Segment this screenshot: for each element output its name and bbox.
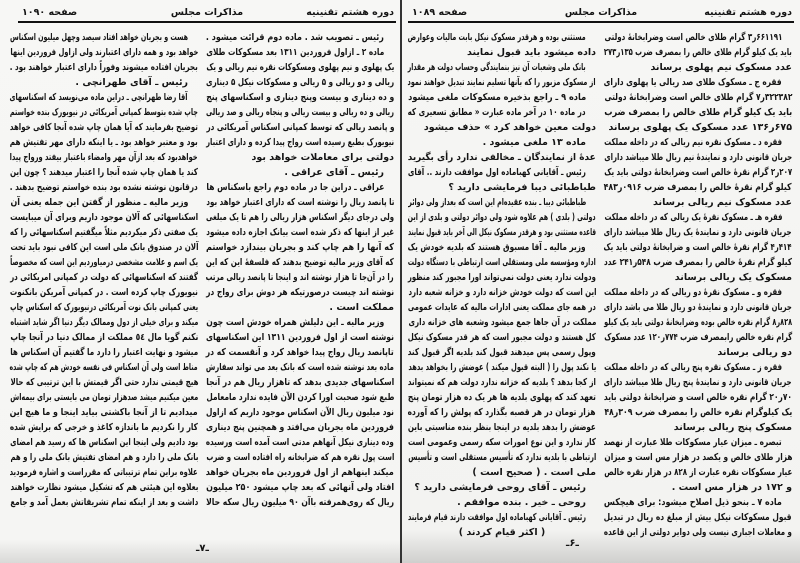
text-line xyxy=(10,210,198,225)
line-text: یا نکند پول را ( البته قبول میکند ) عوضش را بخواهد بدهد xyxy=(408,362,596,373)
line-text: عدهٔ از نمایندگان ـ مخالفی ندارد رأی بگیرید xyxy=(408,152,596,163)
text-line xyxy=(408,90,596,105)
line-text: ماده ۲ ـ ازاول فروردین ۱۳۱۱ بعد مسکوکات طلای xyxy=(206,47,384,58)
line-text: رئیس ـ آقای طهرانچی . xyxy=(75,77,188,88)
line-text: کیلو گرام نقرهٔ خالص را بمصرف ضرب ۰۹۱۶ر۴۸۳ xyxy=(604,182,792,193)
text-line xyxy=(408,450,596,465)
line-text: ماده ۷ ـ بنحو ذیل اصلاح میشود: برای هیچکس xyxy=(604,497,782,508)
line-text: ریالی و دو ریالی و ۵ ریالی و مسکوکات نیکل ۵ دیناری xyxy=(206,77,394,88)
text-line xyxy=(206,240,394,255)
text-column xyxy=(10,30,198,510)
text-line xyxy=(206,315,394,330)
line-text: رئیس ـ تصویب شد . ماده دوم قرائت میشود . xyxy=(206,32,384,43)
line-text: کیلو گرام نقرهٔ خالص را بمصرف ضرب ۵۴۸ر۲۴۱ عدد xyxy=(604,257,792,268)
line-text: اسکناسهائی که آلان موجود داریم وبرای آن میبایست xyxy=(10,212,198,223)
line-text: هست و بجریان خواهد افتاد سیصد وچهل میلیون اسکناس xyxy=(10,32,188,43)
session-label: دوره هشتم تقنینیه xyxy=(306,7,394,18)
line-text: میشود و نهایت اعتبار را دارد ما گفتیم آن اسکناس ها xyxy=(10,347,198,358)
line-text: بجریان افتاده میشوند وفوراً دارای اعتبار خواهند بود . xyxy=(10,62,198,73)
text-line xyxy=(408,390,596,405)
line-text: درقانون نوشته نشده بود بنده خواستم توضیح بدهند . xyxy=(10,182,198,193)
text-line xyxy=(206,285,394,300)
line-text: ودولت ندارد یعنی دولت نمی‌تواند اورا مجبور کند منظور xyxy=(408,272,596,283)
text-line xyxy=(10,75,198,90)
text-line xyxy=(10,360,198,375)
text-column xyxy=(408,30,596,540)
text-line xyxy=(206,210,394,225)
text-line xyxy=(408,405,596,420)
line-text: ماده بعد نوشته شده است که بانک بعد می تواند سفارش xyxy=(206,362,394,373)
text-column xyxy=(604,30,792,540)
line-text: کار را نکردیم ما باندازه کاغذ و خرجی که برایش شده xyxy=(10,422,198,433)
line-text: جریان قانونی دارد و نمایندهٔ دو ریال طلا می باشد دارای xyxy=(604,302,792,313)
text-line xyxy=(10,480,198,495)
text-line xyxy=(10,465,198,480)
text-line xyxy=(408,480,596,495)
text-line xyxy=(10,345,198,360)
text-line xyxy=(206,120,394,135)
text-line xyxy=(604,360,792,375)
text-line xyxy=(408,270,596,285)
text-line xyxy=(408,225,596,240)
text-line xyxy=(604,195,792,210)
line-text: ۴۱۴ر۴ گرام نقرهٔ خالص است و ضرابخانهٔ دولتی باید یک xyxy=(604,242,792,253)
text-line xyxy=(604,420,792,435)
text-line xyxy=(604,390,792,405)
line-text: ۶۶۱۱۹۱ر۳ گرام طلای خالص است وضرابخانهٔ دولتی xyxy=(604,32,782,43)
line-text: ۲۰۷ر۲ گرام نقرهٔ خالص است وضرابخانهٔ دولتی باید یک xyxy=(604,167,792,178)
text-line xyxy=(604,300,792,315)
line-text: گفتند که اسکناسهائی که دولت در کمپانی امریکائی در xyxy=(10,272,198,283)
text-line xyxy=(604,60,792,75)
text-line xyxy=(408,510,596,525)
text-line xyxy=(10,435,198,450)
line-text: میکند اینهاهم از اول فروردین ماه بجریان خواهد xyxy=(206,467,394,478)
text-line xyxy=(206,30,394,45)
line-text: جریان قانونی دارد و نمایندهٔ یک ریال طلا میباشد دارای xyxy=(604,227,792,238)
text-line xyxy=(10,195,198,210)
text-line xyxy=(408,345,596,360)
text-line xyxy=(408,195,596,210)
text-line xyxy=(10,60,198,75)
text-line xyxy=(408,60,596,75)
text-line xyxy=(604,75,792,90)
line-text: ۸۲۸ر۸ گرام نقره خالص بوده وضرابخانهٔ دولتی باید یک کیلو xyxy=(604,317,792,328)
page-header xyxy=(408,5,794,23)
line-text: فقره هـ ـ مسکوک نقرهٔ یک ریالی که در داخله مملکت xyxy=(604,212,782,223)
text-line xyxy=(408,75,596,90)
line-text: خواهدبود که بعد ازآن مهر وامضاء باعتبار بیفتد ورواج پیدا xyxy=(10,152,198,163)
text-line xyxy=(10,300,198,315)
text-line xyxy=(604,210,792,225)
line-text: تعهد کند که پهلوی بلدیه ها هر یک ده هزار تومان پنج xyxy=(408,392,596,403)
text-line xyxy=(408,285,596,300)
line-text: نیویورک چاپ کرده است . در کمپانی آمریکن بانکنوت xyxy=(10,287,198,298)
text-line xyxy=(206,105,394,120)
line-text: یعنی کمپانی بانک نوت آمریکائی درنیویورک که اسکناس چاپ xyxy=(10,302,198,313)
line-text: گرام نقره خالص رابمصرف ضرب ۷۷۴ر۱۲۰ عدد مسکوک xyxy=(604,332,792,343)
text-line xyxy=(10,330,198,345)
page-header xyxy=(18,5,396,23)
line-text: یک اسم و علامت مشخصی درمیاوردیم این است که مخصوصاً xyxy=(10,257,198,268)
text-line xyxy=(408,180,596,195)
text-line xyxy=(604,495,792,510)
line-text: فقره ج ـ مسکوک طلای صد ریالی یا پهلوی دارای xyxy=(604,77,782,88)
text-line xyxy=(408,420,596,435)
line-text: بانک ملی وشعبات آن نیز بنمایندگی وحساب دولت هر مقدار xyxy=(408,62,586,73)
text-line xyxy=(10,255,198,270)
text-line xyxy=(604,450,792,465)
text-column xyxy=(206,30,394,510)
text-line xyxy=(206,300,394,315)
line-text: مسکوک یک ریالی برساند xyxy=(674,272,792,283)
text-line xyxy=(408,255,596,270)
line-text: ارتباطی با بلدیه ندارد که تأسیس مستقلی است و تأسیس xyxy=(408,452,596,463)
line-text: ۳۲۲۳۸۲ر۷ گرام طلای خالص است وضرابخانهٔ دولتی xyxy=(604,92,792,103)
line-text: وپول رسمی پس میدهند قبول کند بلدیه اگر قبول کند xyxy=(408,347,596,358)
line-text: این است که دولت خودش خزانه دارد و خزانه شعبه دارد xyxy=(408,287,596,298)
line-text: آقا رضا طهرانچی ـ دراین ماده می‌نویسد که اسکناسهای xyxy=(10,92,188,103)
text-line xyxy=(206,480,394,495)
text-line xyxy=(604,480,792,495)
line-text: وزیر مالیه ـ منظور از گفتن این جمله یعنی آن xyxy=(10,197,188,208)
line-text: مناط است ولی آن اسکناس فی نفسه خودش هم که چاپ شده xyxy=(10,362,198,373)
text-line xyxy=(10,450,198,465)
text-line xyxy=(206,345,394,360)
text-line xyxy=(604,330,792,345)
text-line xyxy=(604,165,792,180)
line-text: مستثنی بوده و هرقدر مسکوک نیکل بابت مالیات وعوارض xyxy=(408,32,586,43)
line-text: یک صفتی ذکر میکردیم مثلاً میگفتیم اسکناسهائی را که xyxy=(10,227,198,238)
text-line xyxy=(206,495,394,510)
publication-title: مذاکرات مجلس xyxy=(170,7,244,18)
line-text: فروردین ماه بجریان می‌افتد و همچنین پنج دیناری xyxy=(206,422,394,433)
line-text: مسکوک پنج ریالی برساند xyxy=(673,422,792,433)
line-text: وزیر مالیه ـ آقا مسبوق هستند که بلدیه خودش یک xyxy=(408,242,586,253)
line-text: بود دادیم ولی اینجا این اسکناس ها که رسید هم امضای xyxy=(10,437,198,448)
line-text: دولتی برای معاملات خواهد بود xyxy=(251,152,394,163)
text-line xyxy=(604,255,792,270)
line-text: عوضش را بدهد بلدیه در اینجا بنظر بنده مناسبتی باین xyxy=(408,422,596,433)
line-text: رئیس ـ آقایانی کهباماده اول موافقت دارند .. آقای xyxy=(408,167,586,178)
text-line xyxy=(408,30,596,45)
line-text: هیچ قیمتی ندارد حتی اگر قیمتش با این ترتیبی که حالا xyxy=(10,377,198,388)
line-text: خواهد بود و همه دارای اعتبارند ولی ازاول فروردین اینها xyxy=(10,47,198,58)
text-line xyxy=(408,435,596,450)
line-text: نود میلیون ریال الآن اسکناس موجود داریم که ازاول xyxy=(206,407,394,418)
text-line xyxy=(10,45,198,60)
page-footer-number: ـ۶ـ xyxy=(566,538,579,549)
line-text: طباطبائی دیبا ـ بنده عقیده‌ام این است که بعداز ولی دوائر xyxy=(408,197,586,208)
line-text: از کجا بدهد ؟ بلدیه که خزانه ندارد دولت هم که نمیتواند xyxy=(408,377,596,388)
text-line xyxy=(604,135,792,150)
text-line xyxy=(604,150,792,165)
text-line xyxy=(206,375,394,390)
line-text: وده دیناری نیکل آنهاهم مدتی است آمده است ورسیده xyxy=(206,437,394,448)
line-text: باید یک کیلو گرام طلای خالص را بمصرف ضرب xyxy=(604,107,792,118)
text-line xyxy=(408,105,596,120)
line-text: تبصره ـ میزان عیار مسکوکات طلا عبارت از نهصد xyxy=(604,437,782,448)
line-text: فقره د ـ مسکوک نقره نیم ریالی که در داخله مملکت xyxy=(604,137,782,148)
line-text: از مسکوک مزبور را که بآنها تسلیم نمایند تبدیل خواهند نمود xyxy=(408,77,596,88)
text-line xyxy=(604,285,792,300)
line-text: رئیس ـ آقای روحی فرمایشی دارید ؟ xyxy=(414,482,586,493)
line-text: که آقای وزیر مالیه توضیح بدهند که فلسفهٔ این که این xyxy=(206,257,394,268)
line-text: داده میشود باید قبول نمایند xyxy=(466,47,596,58)
text-line xyxy=(10,120,198,135)
line-text: بود و معتبر خواهد بود ـ یا اینکه دارای مهر تفتیش هم xyxy=(10,137,198,148)
text-line xyxy=(408,330,596,345)
text-line xyxy=(408,375,596,390)
text-line xyxy=(206,465,394,480)
line-text: ۷۰ر۲۰ گرام نقره خالص است و ضرابخانهٔ دولتی باید xyxy=(604,392,792,403)
line-text: عدد مسکوک نیم ریالی برساند xyxy=(653,197,792,208)
line-text: ریال که روی‌همرفته باآن ۹۰ میلیون ریال سکه حالا xyxy=(206,497,394,508)
text-line xyxy=(604,315,792,330)
text-line xyxy=(408,165,596,180)
line-text: افتاد ولی آنهائی که بعد چاپ میشود ۲۵۰ میلیون xyxy=(206,482,394,493)
line-text: یک کیلوگرام نقره خالص را بمصرف ضرب ۳۰۹ر۴۸ xyxy=(604,407,792,418)
text-line xyxy=(604,30,792,45)
text-line xyxy=(604,435,792,450)
line-text: و پانصد ریالی که توسط کمپانی اسکناس آمریکائی در xyxy=(206,122,394,133)
text-line xyxy=(10,390,198,405)
line-text: روحی ـ خیر . بنده موافقم . xyxy=(457,497,586,508)
line-text: نوشته اند چیست درصورتیکه هر دوش برای رواج در xyxy=(206,287,394,298)
text-line xyxy=(408,45,596,60)
text-line xyxy=(604,405,792,420)
page-footer-number: ـ۷ـ xyxy=(196,543,209,554)
text-line xyxy=(604,270,792,285)
text-line xyxy=(10,240,198,255)
text-line xyxy=(10,90,198,105)
line-text: ریالی و ده ریالی و بیست ریالی و پنجاه ریالی و صد ریالی xyxy=(206,107,394,118)
text-line xyxy=(206,45,394,60)
text-line xyxy=(408,210,596,225)
line-text: چاپ شده بتوسط کمپانی آمریکائی در نیویورک بنده خواستم xyxy=(10,107,198,118)
text-line xyxy=(10,495,198,510)
text-line xyxy=(10,270,198,285)
text-line xyxy=(604,510,792,525)
line-text: و معاملات اجباری نیست ولی دوایر دولتی از این قاعده xyxy=(604,527,792,538)
line-text: و ده دیناری و بیست وپنج دیناری و اسکناسهای پنج xyxy=(206,92,394,103)
text-line xyxy=(206,420,394,435)
line-text: قاعده مستثنی بود و هرقدر مسکوک نیکل الی آخر باید قبول نمایند xyxy=(408,227,596,238)
line-text: مملکت است . xyxy=(329,302,394,313)
line-text: باید یک کیلو گرام طلای خالص را بمصرف ضرب ۱۳۵ر۲۷۳ xyxy=(604,47,792,58)
line-text: کند یا همان چاپ شده آنجا را اعتبار میدهند ؟ چون این xyxy=(10,167,198,178)
line-text: را در آن‌جا تا هزار نوشته اند و اینجا تا پانصد ریالی مرتب xyxy=(206,272,394,283)
line-text: اداره ومؤسسه ملی ومستقلی است ارتباطی با دستگاه دولت xyxy=(408,257,596,268)
text-line xyxy=(10,285,198,300)
line-text: نوشته است از اول فروردین ۱۳۱۱ این اسکناسهای xyxy=(206,332,394,343)
line-text: عیار مسکوکات نقره عبارت از ۸۲۸ در هزار نقره خالص xyxy=(604,467,792,478)
line-text: در ماده ۱۰ در آخر ماده عبارت « مطابق تسعیری که xyxy=(408,107,586,118)
line-text: در همه جای مملکت یعنی ادارات مالیه که عایدات عمومی xyxy=(408,302,596,313)
line-text: جریان قانونی دارد و نمایندهٔ نیم ریال طلا میباشد دارای xyxy=(604,152,792,163)
text-line xyxy=(604,465,792,480)
text-line xyxy=(206,90,394,105)
line-text: دو ریالی برساند xyxy=(717,347,792,358)
line-text: غیر از اینها که ذکر شده است بیانک اجازه داده میشود xyxy=(206,227,394,238)
text-line xyxy=(206,255,394,270)
text-line xyxy=(408,135,596,150)
line-text: علاوه براین تمام ترتیباتی که مقرراست و اشاره فرمودید xyxy=(10,467,198,478)
line-text: بانک ملی را دارد و هم امضای تفتیش بانک ملی را و هم xyxy=(10,452,198,463)
text-line xyxy=(408,465,596,480)
text-line xyxy=(408,300,596,315)
line-text: ۶۷۵ر۱۳۶ عدد مسکوک یک پهلوی برساند xyxy=(608,122,792,133)
line-text: ولی درجای دیگر اسکناس هزار ریالی را هم تا یک مبلغی xyxy=(206,212,394,223)
page-number: صفحه ۱۰۹۰ xyxy=(22,7,78,18)
text-line xyxy=(604,345,792,360)
line-text: هزار تومان در هر قصبه بگذارد که پولش را که آورده xyxy=(408,407,596,418)
text-line xyxy=(206,225,394,240)
line-text: عدد مسکوک نیم پهلوی برساند xyxy=(650,62,792,73)
text-line xyxy=(10,405,198,420)
text-line xyxy=(206,450,394,465)
text-line xyxy=(604,45,792,60)
text-line xyxy=(10,420,198,435)
text-line xyxy=(408,240,596,255)
text-line xyxy=(408,120,596,135)
text-line xyxy=(10,375,198,390)
text-line xyxy=(206,135,394,150)
text-line xyxy=(206,390,394,405)
text-line xyxy=(604,105,792,120)
text-line xyxy=(206,150,394,165)
text-line xyxy=(408,315,596,330)
text-line xyxy=(10,150,198,165)
text-line xyxy=(604,240,792,255)
line-text: توضیح بفرمایند که آیا همان چاپ شده آنجا کافی خواهد xyxy=(10,122,198,133)
text-line xyxy=(604,225,792,240)
line-text: تاپانصد ریال رواج پیدا خواهد کرد و آنقسمت که در xyxy=(206,347,394,358)
line-text: است پول نقره هم که ضرابخانه راه افتاده است و ضرب xyxy=(206,452,394,463)
line-text: مملکت در آن جاها جمع میشود وشعبه های خزانه داری xyxy=(408,317,596,328)
text-line xyxy=(10,135,198,150)
line-text: نیویورک بطبع رسیده است رواج پیدا کرده و دارای اعتبار xyxy=(206,137,394,148)
line-text: ماده ۹ ـ راجع بذخیره مسکوکات ملغی میشود xyxy=(408,92,586,103)
text-line xyxy=(10,105,198,120)
line-text: وزیر مالیه ـ این دلیلش همراه خودش است چون xyxy=(206,317,384,328)
text-line xyxy=(10,180,198,195)
line-text: هزار طلای خالص و یکصد در هزار مس است و میزان xyxy=(604,452,792,463)
text-line xyxy=(10,30,198,45)
line-text: ملی است . ( صحیح است ) xyxy=(472,467,596,478)
line-text: دولتی ( بلدی ) هم علاوه شود ولی دوائر دولتی و بلدی از این xyxy=(408,212,596,223)
text-line xyxy=(206,405,394,420)
session-label: دوره هشتم تقنینیه xyxy=(704,7,792,18)
text-line xyxy=(206,360,394,375)
text-line xyxy=(10,315,198,330)
line-text: اسکناسهای جدیدی بدهد که تاهزار ریال هم در آنجا xyxy=(206,377,394,388)
text-line xyxy=(206,60,394,75)
line-text: قبول مسکوکات نیکل بیش از مبلغ ده ریال در تبدیل xyxy=(604,512,792,523)
line-text: آلان در صندوق بانک ملی است این کافی نبود باید تحت xyxy=(10,242,198,253)
text-line xyxy=(10,225,198,240)
text-line xyxy=(10,165,198,180)
text-line xyxy=(206,330,394,345)
text-line xyxy=(604,120,792,135)
line-text: دولت معین خواهد کرد » حذف میشود xyxy=(423,122,596,133)
line-text: تا پانصد ریال را نوشته است که دارای اعتبار خواهد بود xyxy=(206,197,394,208)
line-text: کل هستند و دولت مجبور است که هر قدر مسکوک نیکل xyxy=(408,332,596,343)
text-line xyxy=(206,75,394,90)
line-text: میکند و برای خیلی از دول وممالک دیگر دنیا اگر شاید اشتباه xyxy=(10,317,198,328)
text-line xyxy=(604,180,792,195)
text-line xyxy=(206,195,394,210)
line-text: رئیس ـ آقایانی کهباماده اول موافقت دارند قیام فرمایند xyxy=(408,512,586,523)
line-text: رئیس ـ آقای عراقی . xyxy=(284,167,384,178)
text-line xyxy=(604,525,792,540)
line-text: بعلاوه این هیئتی هم که تشکیل میشود نظارت خواهند xyxy=(10,482,198,493)
line-text: یک پهلوی و نیم پهلوی ومسکوکات نقره نیم ریالی و یک xyxy=(206,62,394,73)
line-text: نکنم گویا مال ٥٤ مملکت از ممالک دنیا در آنجا چاپ xyxy=(10,332,198,343)
line-text: جریان قانونی دارد و نمایندهٔ پنج ریال طلا میباشد دارای xyxy=(604,377,792,388)
text-line xyxy=(604,90,792,105)
text-line xyxy=(408,495,596,510)
page-number: صفحه ۱۰۸۹ xyxy=(412,7,468,18)
line-text: فقره و ـ مسکوک نقرهٔ دو ریالی که در داخله مملکت xyxy=(604,287,782,298)
line-text: معین میکنیم میشد صدهزار تومان می بایستی برای بیمه‌اش xyxy=(10,392,198,403)
text-line xyxy=(206,165,394,180)
procedural-note-line xyxy=(408,150,596,165)
line-text: داشت و بعد از اینکه تمام تشریفاتش بعمل آمد و جامع xyxy=(10,497,198,508)
publication-title: مذاکرات مجلس xyxy=(564,7,638,18)
line-text: عراقی ـ دراین جا در ماده دوم راجع باسکناس ها xyxy=(206,182,384,193)
right-page xyxy=(400,0,800,563)
text-line xyxy=(206,180,394,195)
text-line xyxy=(408,360,596,375)
line-text: طبع شود صحبت اورا کردن الآن فایده ندارد مامعامل xyxy=(206,392,394,403)
line-text: و ۱۷۲ در هزار مس است . xyxy=(671,482,792,493)
text-line xyxy=(206,435,394,450)
line-text: میدادیم تا از آنجا باکشتی بیاید اینجا و ما هیچ این xyxy=(10,407,198,418)
text-line xyxy=(604,375,792,390)
line-text: ماده ۱۳ ملغی میشود . xyxy=(482,137,586,148)
line-text: طباطبائی دیبا فرمایشی دارید ؟ xyxy=(448,182,596,193)
line-text: کار ندارد و این نوع امورات سکه رسمی وعمومی است xyxy=(408,437,596,448)
line-text: فقره ز ـ مسکوک نقره پنج ریالی که در داخله مملکت xyxy=(604,362,782,373)
line-text: که آنها را هم چاپ کند و بجریان بیندازد خواستم xyxy=(206,242,394,253)
line-text: ( اکثر قیام کردند ) xyxy=(458,527,546,538)
text-line xyxy=(206,270,394,285)
